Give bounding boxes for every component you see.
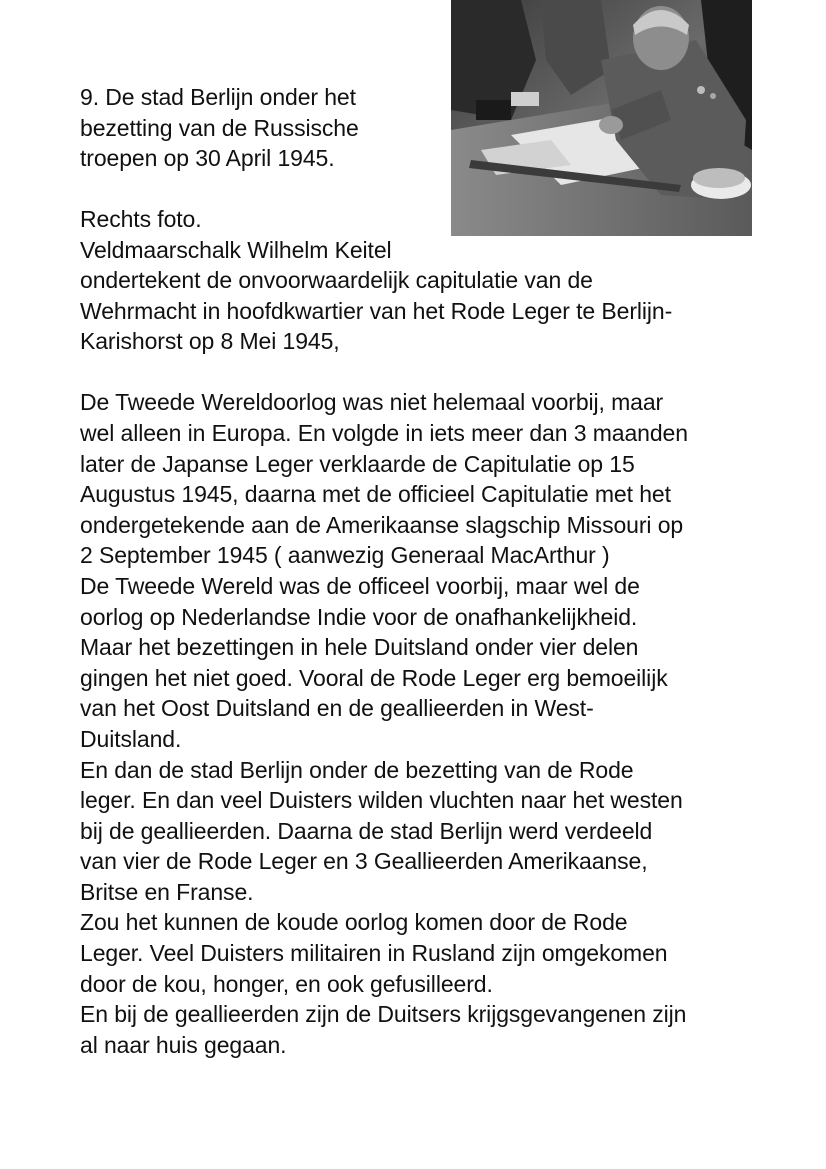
body-line: van vier de Rode Leger en 3 Geallieerden Amerikaanse, (80, 848, 648, 875)
body-line: later de Japanse Leger verklaarde de Capitulatie op 15 (80, 450, 635, 477)
body-line: gingen het niet goed. Vooral de Rode Leger erg bemoeilijk (80, 664, 668, 691)
body-line: door de kou, honger, en ook gefusilleerd. (80, 970, 493, 997)
body-line: De Tweede Wereld was de officeel voorbij, maar wel de (80, 572, 640, 599)
body-line: wel alleen in Europa. En volgde in iets meer dan 3 maanden (80, 419, 688, 446)
body-line: De Tweede Wereldoorlog was niet helemaal voorbij, maar (80, 389, 664, 416)
body-line: Britse en Franse. (80, 878, 254, 905)
body-line: Zou het kunnen de koude oorlog komen door de Rode (80, 909, 628, 936)
body-line: ondertekent de onvoorwaardelijk capitulatie van de (80, 267, 593, 293)
body-line: Maar het bezettingen in hele Duitsland onder vier delen (80, 634, 639, 661)
body-line: Duitsland. (80, 725, 182, 752)
body-line: En bij de geallieerden zijn de Duitsers krijgsgevangenen zijn (80, 1001, 687, 1028)
body-text (80, 265, 688, 1060)
intro-text (80, 82, 392, 266)
intro-line: bezetting van de Russische (80, 114, 359, 141)
body-line: 2 September 1945 ( aanwezig Generaal MacArthur ) (80, 542, 610, 569)
body-line: En dan de stad Berlijn onder de bezetting van de Rode (80, 756, 634, 783)
body-line: bij de geallieerden. Daarna de stad Berlijn werd verdeeld (80, 817, 653, 844)
caption-line: Rechts foto. (80, 206, 202, 233)
body-line: al naar huis gegaan. (80, 1031, 287, 1058)
caption-line: Veldmaarschalk Wilhelm Keitel (80, 236, 392, 263)
intro-line: 9. De stad Berlijn onder het (80, 84, 356, 110)
body-line: Wehrmacht in hoofdkwartier van het Rode Leger te Berlijn- (80, 297, 673, 324)
paragraph-break (80, 357, 688, 388)
body-line: Leger. Veel Duisters militairen in Rusland zijn omgekomen (80, 940, 668, 967)
body-line: leger. En dan veel Duisters wilden vluchten naar het westen (80, 787, 683, 814)
body-line: Augustus 1945, daarna met de officieel Capitulatie met het (80, 481, 671, 508)
body-line: oorlog op Nederlandse Indie voor de onafhankelijkheid. (80, 603, 638, 630)
keitel-signing-photo (451, 0, 752, 236)
body-line: van het Oost Duitsland en de geallieerden in West- (80, 695, 594, 722)
body-line: Karishorst op 8 Mei 1945, (80, 328, 340, 355)
intro-line: troepen op 30 April 1945. (80, 145, 335, 172)
body-line: ondergetekende aan de Amerikaanse slagschip Missouri op (80, 511, 684, 538)
